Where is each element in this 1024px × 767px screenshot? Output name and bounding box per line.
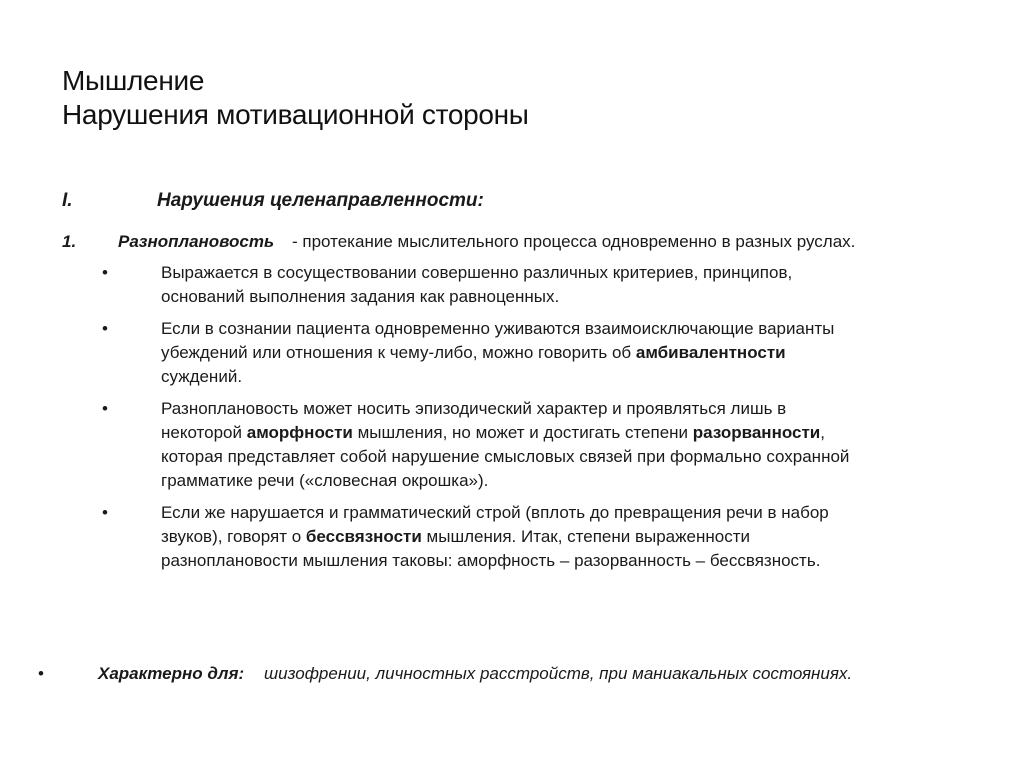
text-run: , bbox=[820, 423, 825, 442]
title-line-1: Мышление bbox=[62, 65, 205, 96]
characteristic-text: шизофрении, личностных расстройств, при маниакальных состояниях. bbox=[264, 664, 853, 683]
term-incoherence: разорванности bbox=[692, 423, 821, 442]
term-amorphousness: аморфности bbox=[246, 423, 353, 442]
bullet-list bbox=[100, 261, 960, 581]
text-run: мышления, но может и достигать степени bbox=[352, 423, 693, 442]
bullet-text: Если же нарушается и грамматический строй (вплоть до превращения речи в набор bbox=[161, 503, 829, 522]
list-item bbox=[100, 501, 960, 573]
item-term: Разноплановость bbox=[118, 232, 275, 251]
text-run: некоторой bbox=[161, 423, 247, 442]
term-ambivalence: амбивалентности bbox=[635, 343, 786, 362]
bullet-text: Выражается в сосуществовании совершенно различных критериев, принципов, bbox=[161, 263, 793, 282]
bullet-text: Разноплановость может носить эпизодический характер и проявляться лишь в bbox=[161, 399, 787, 418]
bullet-text: оснований выполнения задания как равноценных. bbox=[161, 287, 560, 306]
bullet-text: разноплановости мышления таковы: аморфность – разорванность – бессвязность. bbox=[161, 551, 821, 570]
item-number: 1. bbox=[62, 232, 77, 251]
item-definition: - протекание мыслительного процесса одновременно в разных руслах. bbox=[292, 232, 856, 251]
slide-title bbox=[62, 64, 529, 132]
bullet-text: грамматике речи («словесная окрошка»). bbox=[161, 471, 489, 490]
section-numeral: I. bbox=[62, 190, 73, 211]
bullet-icon: • bbox=[102, 399, 108, 418]
bullet-icon: • bbox=[102, 503, 108, 522]
text-run: звуков), говорят о bbox=[161, 527, 306, 546]
title-line-2: Нарушения мотивационной стороны bbox=[62, 99, 529, 130]
characteristic-label: Характерно для: bbox=[98, 664, 245, 683]
bullet-text bbox=[161, 525, 960, 549]
text-run: убеждений или отношения к чему-либо, можно говорить об bbox=[161, 343, 636, 362]
list-item bbox=[100, 397, 960, 493]
list-item bbox=[100, 261, 960, 309]
term-disconnectedness: бессвязности bbox=[305, 527, 422, 546]
bullet-text: Если в сознании пациента одновременно уживаются взаимоисключающие варианты bbox=[161, 319, 835, 338]
section-heading-text: Нарушения целенаправленности: bbox=[157, 190, 484, 211]
bullet-text: суждений. bbox=[161, 367, 243, 386]
bullet-text bbox=[161, 421, 960, 445]
text-run: мышления. Итак, степени выраженности bbox=[421, 527, 750, 546]
bullet-icon: • bbox=[102, 263, 108, 282]
bullet-text: которая представляет собой нарушение смысловых связей при формально сохранной bbox=[161, 447, 850, 466]
list-item bbox=[100, 317, 960, 389]
bullet-text bbox=[161, 341, 960, 365]
bullet-icon: • bbox=[102, 319, 108, 338]
bullet-icon: • bbox=[38, 664, 44, 683]
